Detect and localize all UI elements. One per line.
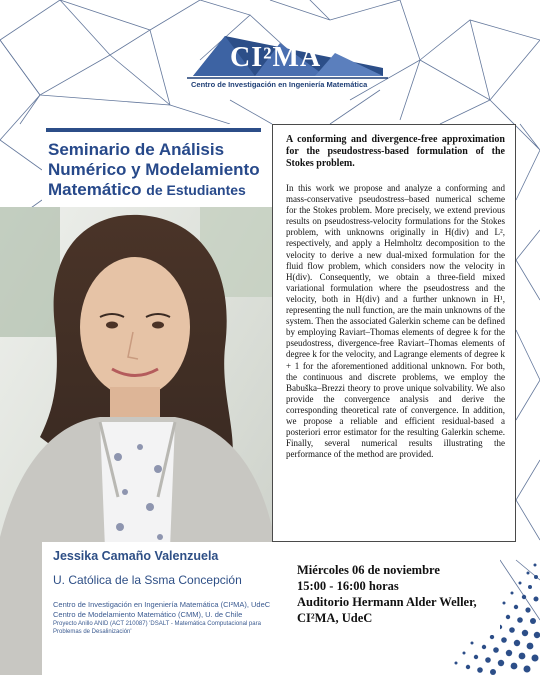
abstract-panel	[272, 124, 516, 542]
speaker-info-panel	[42, 542, 272, 675]
affiliation-cmm: Centro de Modelamiento Matemático (CMM), U. de Chile	[53, 610, 243, 619]
seminar-title-panel	[42, 124, 267, 207]
project-line-1: Proyecto Anillo ANID (ACT 210087) 'DSALT - Matemática Computacional para	[53, 621, 261, 627]
seminar-title-line-1: Seminario de Análisis	[48, 140, 225, 159]
ci2ma-logo	[185, 28, 390, 94]
title-accent-bar	[46, 128, 261, 132]
event-time: 15:00 - 16:00 horas	[297, 579, 399, 593]
event-place-line-2: CI²MA, UdeC	[297, 611, 373, 625]
speaker-university: U. Católica de la Ssma Concepción	[53, 573, 242, 587]
project-line-2: Problemas de Desalinización'	[53, 629, 132, 635]
logo-acronym: CI²MA	[230, 42, 322, 73]
logo-full-name: Centro de Investigación en Ingeniería Matemática	[191, 80, 368, 89]
affiliation-ci2ma: Centro de Investigación en Ingeniería Matemática (CI²MA), UdeC	[53, 600, 271, 609]
abstract-title: A conforming and divergence-free approximation for the pseudostress-based formulation of the Stokes problem.	[286, 134, 505, 169]
seminar-title-line-2: Numérico y Modelamiento	[48, 160, 260, 179]
seminar-title-line-3: Matemático de Estudiantes	[48, 180, 246, 199]
event-place-line-1: Auditorio Hermann Alder Weller,	[297, 595, 477, 609]
speaker-name: Jessika Camaño Valenzuela	[53, 549, 219, 563]
event-date: Miércoles 06 de noviembre	[297, 563, 440, 577]
event-details-panel	[285, 555, 500, 635]
abstract-body: In this work we propose and analyze a conforming and mass-conservative pseudostress–based numerical scheme for the Stokes problem. More precisely, we extend previous results on pseudostress-velocity formulations for the Stokes problem, with unknowns originally in H(div) and L², respectively, and apply a Helmholtz decomposition to the velocity to derive a new dual-mixed formulation for the fluid flow problem, which considers now the velocity in H(div). Consequently, we obtain a three-field mixed variational formulation where the pseudostress and the velocity, both in H(div) and a further unknown in H¹, representing the null function, are the main unknowns of the system. Then the associated Galerkin scheme can be defined by employing Raviart–Thomas elements of degree k for the pseudostress, divergence-free Raviart–Thomas elements of degree k for the velocity, and Lagrange elements of degree k + 1 for the aforementioned additional unknown. For both, the continuous and discrete problems, we employ the Babuška–Brezzi theory to prove unique solvability. We also provide the convergence analysis and derive the corresponding theoretical rate of convergence. In addition, we propose a reliable and efficient residual-based a posteriori error estimator for the resulting Galerkin scheme. Finally, several numerical results illustrating the performance of the method are provided.	[286, 183, 505, 460]
